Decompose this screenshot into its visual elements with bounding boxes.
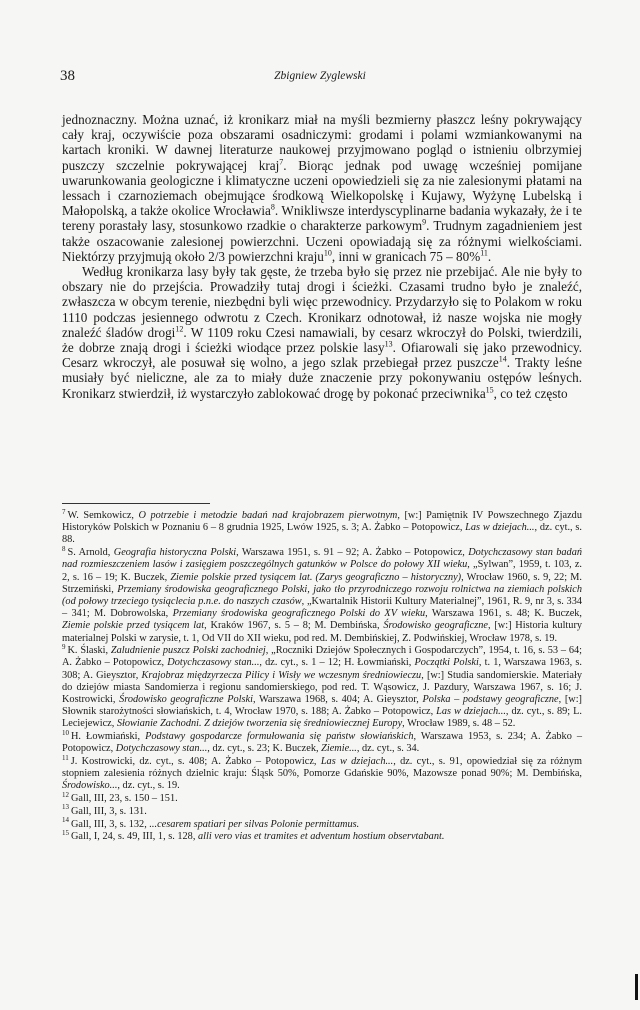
footnote-text: , Warszawa 1968, s. 404; A. Gieysztor, <box>252 694 423 706</box>
footnote-7 <box>62 507 582 547</box>
footnote-10 <box>62 728 583 755</box>
footnote-text: H. Łowmiański, <box>71 731 146 743</box>
footnote-title: Ziemie polskie przed tysiącem lat. (Zarys geograficzno – historyczny) <box>170 571 462 583</box>
page-header <box>48 68 592 88</box>
footnote-text: , [w:] Historia kultury materialnej Polski w zarysie, t. 1, Od VII do XII wieku, pod red. M. Dembińskiej, Z. Podwińskiej, Wrocław 1978, s. 19. <box>62 620 583 644</box>
footnote-15 <box>62 828 582 843</box>
footnote-title: Słowianie Zachodni. Z dziejów tworzenia się średniowiecznej Europy <box>116 718 403 730</box>
footnote-text: , „Sylwan”, 1959, t. 103, z. 2, s. 16 – 19; K. Buczek, <box>62 559 582 583</box>
footnote-title: Podstawy gospodarcze formułowania się państw słowiańskich <box>145 731 414 743</box>
footnote-12 <box>62 790 582 805</box>
footnote-title: Dotychczasowy stan... <box>115 743 208 755</box>
footnote-title: Przemiany środowiska geograficznego Polski do XV wieku <box>172 608 426 620</box>
footnote-text: , Warszawa 1953, s. 234; A. Żabko – Potopowicz, <box>62 731 583 755</box>
footnote-text: Gall, III, 3, s. 132, <box>71 818 150 830</box>
footnote-text: K. Ślaski, <box>67 645 111 657</box>
footnote-title: Las w dziejach... <box>436 706 506 718</box>
footnote-ref: 7 <box>279 157 284 167</box>
footnote-text: , dz. cyt., s. 88. <box>62 522 582 546</box>
running-head-author: Zbigniew Zyglewski <box>274 70 366 82</box>
footnote-title: Środowisko geograficzne <box>383 620 488 632</box>
footnote-title: alli vero vias et tramites et adventum hostium observtabant. <box>197 831 445 843</box>
footnote-text: , dz. cyt., s. 91, opowiedział się za różnym stopniem zalesienia różnych dzielnic kraju: Śląsk 50%, Pomorze Gdańskie 90%, Mazowsze ponad 90%; M. Dembińska, <box>62 756 582 780</box>
footnote-ref: 11 <box>480 248 488 258</box>
footnote-number: 12 <box>62 790 69 799</box>
footnote-title: Ziemie polskie przed tysiącem lat <box>62 620 205 632</box>
footnote-text: , [w:] Studia sandomierskie. Materiały do dziejów miasta Sandomierza i regionu sandomierskiego, pod red. T. Wąsowicz, J. Pazdury, Warszawa 1967, s. 16; J. Kostrowicki, <box>62 669 582 706</box>
footnote-ref: 14 <box>498 354 507 364</box>
page-edge-mark <box>635 974 638 1000</box>
footnote-number: 14 <box>62 816 69 825</box>
footnote-title: Polska – podstawy geograficzne <box>422 694 559 706</box>
footnote-text: , Warszawa 1951, s. 91 – 92; A. Żabko – Potopowicz, <box>236 547 469 559</box>
footnote-text: , dz. cyt., s. 1 – 12; H. Łowmiański, <box>259 657 415 669</box>
footnote-text: , dz. cyt., s. 34. <box>356 743 420 755</box>
footnote-text: , dz. cyt., s. 89; L. Leciejewicz, <box>62 706 582 730</box>
footnote-number: 8 <box>62 544 66 553</box>
footnote-text: , „Roczniki Dziejów Społecznych i Gospodarczych”, 1954, t. 16, s. 53 – 64; A. Żabko – Potopowicz, <box>62 645 582 669</box>
footnote-text: W. Semkowicz, <box>67 510 139 521</box>
footnote-title: ...cesarem spatiari per silvas Polonie permittamus. <box>149 818 360 830</box>
footnote-title: Geografia historyczna Polski <box>113 547 237 559</box>
footnote-number: 13 <box>62 803 69 812</box>
footnote-ref: 15 <box>485 385 494 395</box>
footnote-title: Środowisko geograficzne Polski <box>119 694 253 706</box>
footnote-title: Krajobraz międzyrzecza Pilicy i Wisły we wczesnym średniowieczu <box>141 669 422 681</box>
footnote-title: Początki Polski <box>414 657 479 669</box>
footnote-title: Środowisko... <box>62 780 118 792</box>
footnote-text: , Wrocław 1960, s. 9, 22; M. Strzemiński, <box>62 571 582 595</box>
footnote-title: Ziemie... <box>321 743 357 755</box>
footnote-ref: 9 <box>422 218 427 228</box>
footnote-text: , t. 1, Warszawa 1963, s. 308; A. Gieysztor, <box>62 657 582 681</box>
footnote-text: Gall, III, 23, s. 150 – 151. <box>71 793 178 805</box>
footnote-number: 10 <box>62 728 69 737</box>
footnote-divider <box>62 503 210 504</box>
footnote-ref: 8 <box>270 202 275 212</box>
footnote-text: , dz. cyt., s. 23; K. Buczek, <box>207 743 322 755</box>
footnote-text: , dz. cyt., s. 19. <box>117 780 180 792</box>
footnote-number: 7 <box>62 507 66 516</box>
footnote-ref: 13 <box>384 339 393 349</box>
footnote-title: Zaludnienie puszcz Polski zachodniej <box>110 645 266 657</box>
footnote-text: Gall, I, 24, s. 49, III, 1, s. 128, <box>71 831 198 843</box>
footnote-title: Las w dziejach... <box>465 522 535 534</box>
footnote-13 <box>62 803 582 818</box>
footnote-number: 9 <box>62 642 66 651</box>
main-text <box>62 112 582 401</box>
paragraph-1: jednoznaczny. Można uznać, iż kronikarz miał na myśli bezmierny płaszcz leśny pokrywający cały kraj, oczywiście poza obszarami osadniczymi: grodami i polami wzmiankowanymi na kartach kroniki. W dawnej literaturze naukowej przyjmowano pogląd o istnieniu olbrzymiej puszczy szczelnie pokrywającej kraj$^7$. Biorąc jednak pod uwagę wcześniej pomijane uwarunkowania geologiczne i klimatyczne uczeni opowiedzieli się za nie zalesionymi płatami na lessach i czarnoziemach obejmujące środkową Wielkopolskę i Kujawy, Wyżynę Lubelską i Małopolską, a także okolice Wrocławia$^8$. Wnikliwsze interdyscyplinarne badania wykazały, że i te tereny porastały lasy, stosunkowo rzadkie o charakterze parkowym$^9$. Trudnym zagadnieniem jest także oszacowanie zalesionej powierzchni. Uczeni opowiadają się za różnymi wielkościami. Niektórzy przyjmują około 2/3 powierzchni kraju$^{10}$, inni w granicach 75 – 80%$^{11}$. <box>62 112 582 264</box>
footnote-text: , Warszawa 1961, s. 48; K. Buczek, <box>425 608 582 620</box>
footnote-text: , „Kwartalnik Historii Kultury Materialnej”, 1961, R. 9, nr 3, s. 334 – 341; M. Dobrowolska, <box>62 595 582 620</box>
footnote-number: 15 <box>62 828 69 837</box>
footnotes <box>62 507 583 844</box>
footnote-number: 11 <box>62 753 69 762</box>
footnote-text: , Wrocław 1989, s. 48 – 52. <box>402 718 516 730</box>
footnote-9 <box>62 642 582 730</box>
footnote-text: , Kraków 1967, s. 5 – 8; M. Dembińska, <box>204 620 384 632</box>
footnote-title: O potrzebie i metodzie badań nad krajobrazem pierwotnym <box>138 510 398 521</box>
footnote-ref: 10 <box>323 248 332 258</box>
footnote-14 <box>62 816 582 831</box>
page-number: 38 <box>60 68 75 84</box>
footnote-title: Las w dziejach... <box>320 756 394 768</box>
footnote-text: J. Kostrowicki, dz. cyt., s. 408; A. Żabko – Potopowicz, <box>70 756 321 768</box>
footnote-text: , [w:] Słownik starożytności słowiańskich, t. 4, Wrocław 1970, s. 188; A. Żabko – Potopowicz, <box>62 694 582 718</box>
footnote-title: Przemiany środowiska geograficznego Polski, jako tło przyrodniczego rozwoju rolnictwa na ziemiach polskich (od połowy trzeciego tysiąclecia p.n.e. do naszych czasów <box>62 583 582 607</box>
footnote-ref: 12 <box>175 324 184 334</box>
footnote-title: Dotychczasowy stan badań nad rozmieszczeniem lasów i zasięgiem poszczególnych gatunków w Polsce do połowy XII wieku <box>62 547 582 571</box>
footnote-text: , [w:] Pamiętnik IV Powszechnego Zjazdu Historyków Polskich w Poznaniu 6 – 8 grudnia 1925, Lwów 1925, s. 3; A. Żabko – Potopowicz, <box>62 510 582 534</box>
footnote-8 <box>62 544 583 645</box>
footnote-text: S. Arnold, <box>67 547 114 559</box>
paragraph-2: Według kronikarza lasy były tak gęste, że trzeba było się przez nie przebijać. Ale nie były to obszary nie do przejścia. Prowadziły tutaj drogi i ścieżki. Czasami trudno było je znaleźć, zwłaszcza w obcym terenie, niezbędni byli więc przewodnicy. Przydarzyło się to Polakom w roku 1110 podczas jesiennego odwrotu z Czech. Kronikarz odnotował, iż nasze wojska nie mogły znaleźć śladów drogi$^{12}$. W 1109 roku Czesi namawiali, by cesarz wkroczył do Polski, twierdzili, że dobrze znają drogi i ścieżki wiodące przez polskie lasy$^{13}$. Ofiarowali się jako przewodnicy. Cesarz wkroczył, ale posuwał się wolno, a jego szlak przebiegał przez puszcze$^{14}$. Trakty leśne musiały być nieliczne, ale za to miały duże znaczenie przy pokonywaniu ostępów leśnych. Kronikarz stwierdził, iż wystarczyło zablokować drogę by pokonać przeciwnika$^{15}$, co też często <box>62 264 583 401</box>
footnote-11 <box>62 753 582 793</box>
footnote-title: Dotychczasowy stan... <box>167 657 260 669</box>
footnote-text: Gall, III, 3, s. 131. <box>71 805 147 817</box>
